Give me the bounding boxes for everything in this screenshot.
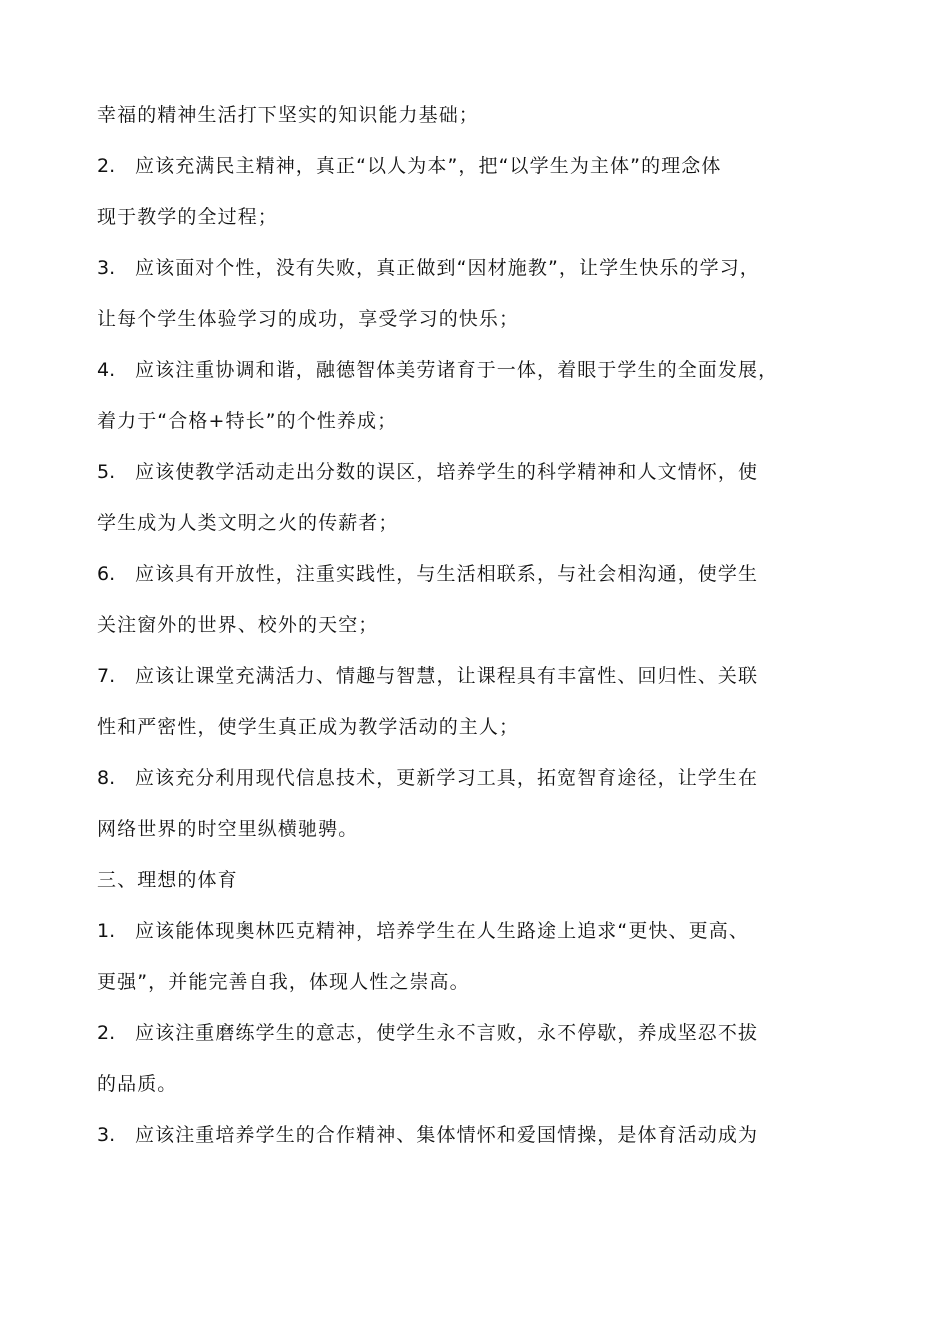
item-text: 应该面对个性，没有失败，真正做到“因材施教”，让学生快乐的学习， bbox=[135, 257, 760, 279]
text-line: 性和严密性，使学生真正成为教学活动的主人； bbox=[97, 716, 520, 738]
text-line: 幸福的精神生活打下坚实的知识能力基础； bbox=[97, 104, 479, 126]
text-line: 网络世界的时空里纵横驰骋。 bbox=[97, 818, 359, 840]
text-line: 让每个学生体验学习的成功，享受学习的快乐； bbox=[97, 308, 520, 330]
item-number: 2. bbox=[97, 155, 116, 177]
section-heading: 三、理想的体育 bbox=[97, 869, 238, 891]
list-item bbox=[97, 460, 842, 485]
list-item bbox=[97, 1021, 842, 1046]
item-text: 应该充分利用现代信息技术，更新学习工具，拓宽智育途径，让学生在 bbox=[135, 767, 759, 789]
item-number: 6. bbox=[97, 563, 116, 585]
item-text: 应该注重协调和谐，融德智体美劳诸育于一体，着眼于学生的全面发展， bbox=[135, 359, 779, 381]
list-item bbox=[97, 766, 842, 791]
item-number: 7. bbox=[97, 665, 116, 687]
item-number: 2. bbox=[97, 1022, 116, 1044]
item-text: 应该能体现奥林匹克精神，培养学生在人生路途上追求“更快、更高、 bbox=[135, 920, 749, 942]
item-number: 1. bbox=[97, 920, 116, 942]
list-item bbox=[97, 562, 842, 587]
list-item bbox=[97, 154, 842, 179]
list-item bbox=[97, 256, 842, 281]
item-number: 5. bbox=[97, 461, 116, 483]
text-line: 更强”，并能完善自我，体现人性之崇高。 bbox=[97, 971, 470, 993]
item-text: 应该注重磨练学生的意志，使学生永不言败，永不停歇，养成坚忍不拔 bbox=[135, 1022, 759, 1044]
item-number: 3. bbox=[97, 257, 116, 279]
item-text: 应该充满民主精神，真正“以人为本”，把“以学生为主体”的理念体 bbox=[135, 155, 722, 177]
item-number: 8. bbox=[97, 767, 116, 789]
item-text: 应该使教学活动走出分数的误区，培养学生的科学精神和人文情怀，使 bbox=[135, 461, 759, 483]
item-text: 应该让课堂充满活力、情趣与智慧，让课程具有丰富性、回归性、关联 bbox=[135, 665, 759, 687]
item-text: 应该具有开放性，注重实践性，与生活相联系，与社会相沟通，使学生 bbox=[135, 563, 759, 585]
text-line: 学生成为人类文明之火的传薪者； bbox=[97, 512, 399, 534]
item-text: 应该注重培养学生的合作精神、集体情怀和爱国情操，是体育活动成为 bbox=[135, 1124, 759, 1146]
text-line: 现于教学的全过程； bbox=[97, 206, 278, 228]
text-line: 关注窗外的世界、校外的天空； bbox=[97, 614, 379, 636]
list-item bbox=[97, 919, 842, 944]
list-item bbox=[97, 358, 842, 383]
item-number: 3. bbox=[97, 1124, 116, 1146]
text-line: 着力于“合格+特长”的个性养成； bbox=[97, 410, 398, 432]
item-number: 4. bbox=[97, 359, 116, 381]
list-item bbox=[97, 1123, 842, 1148]
list-item bbox=[97, 664, 842, 689]
text-line: 的品质。 bbox=[97, 1073, 178, 1095]
document-body bbox=[97, 103, 842, 1148]
